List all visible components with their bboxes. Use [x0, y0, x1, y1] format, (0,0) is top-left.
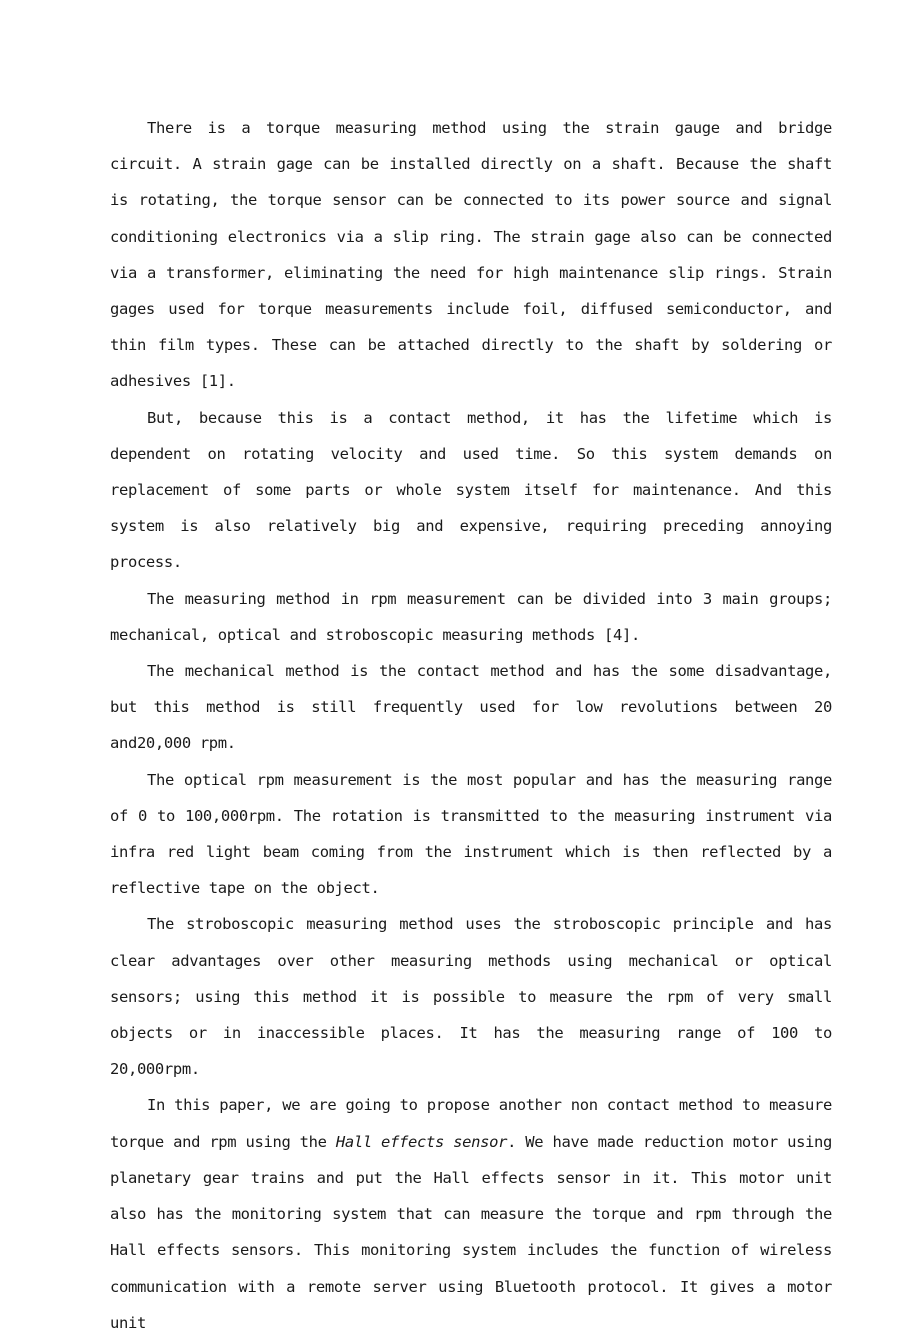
paragraph-stroboscopic-method: [110, 906, 832, 1087]
paragraph-proposal: [110, 1087, 832, 1340]
paper-page: [110, 110, 832, 1341]
paragraph-text: But, because this is a contact method, it has the lifetime which is dependent on rotating velocity and used time. So this system demands on replacement of some parts or whole system itself for maintenance. And this system is also relatively big and expensive, requiring preceding annoying process.: [110, 408, 832, 572]
paragraph-text: The optical rpm measurement is the most popular and has the measuring range of 0 to 100,000rpm. The rotation is transmitted to the measuring instrument via infra red light beam coming from the instrument which is then reflected by a reflective tape on the object.: [110, 770, 832, 898]
paragraph-rpm-groups: [110, 581, 832, 653]
paragraph-optical-method: [110, 762, 832, 907]
paragraph-text: The measuring method in rpm measurement can be divided into 3 main groups; mechanical, optical and stroboscopic measuring methods [4].: [110, 589, 832, 644]
paragraph-text-after: . We have made reduction motor using planetary gear trains and put the Hall effects sensor in it. This motor unit also has the monitoring system that can measure the torque and rpm through the Hall effects sensors. This monitoring system includes the function of wireless communication with a remote server using Bluetooth protocol. It gives a motor unit: [110, 1132, 832, 1332]
paragraph-text: There is a torque measuring method using the strain gauge and bridge circuit. A strain gage can be installed directly on a shaft. Because the shaft is rotating, the torque sensor can be connected to its power source and signal conditioning electronics via a slip ring. The strain gage also can be connected via a transformer, eliminating the need for high maintenance slip rings. Strain gages used for torque measurements include foil, diffused semiconductor, and thin film types. These can be attached directly to the shaft by soldering or adhesives [1].: [110, 119, 832, 391]
paragraph-text-before: In this paper, we are going to propose another non contact method to measure torque and rpm using the: [110, 1096, 832, 1151]
paragraph-contact-drawbacks: [110, 400, 832, 581]
paragraph-text: The stroboscopic measuring method uses the stroboscopic principle and has clear advantages over other measuring methods using mechanical or optical sensors; using this method it is possible to measure the rpm of very small objects or in inaccessible places. It has the measuring range of 100 to 20,000rpm.: [110, 915, 832, 1079]
hall-effects-sensor-term: Hall effects sensor: [335, 1132, 508, 1151]
paragraph-mechanical-method: [110, 653, 832, 762]
paragraph-text: The mechanical method is the contact method and has the some disadvantage, but this method is still frequently used for low revolutions between 20 and20,000 rpm.: [110, 662, 832, 753]
paragraph-strain-gauge: [110, 110, 832, 400]
